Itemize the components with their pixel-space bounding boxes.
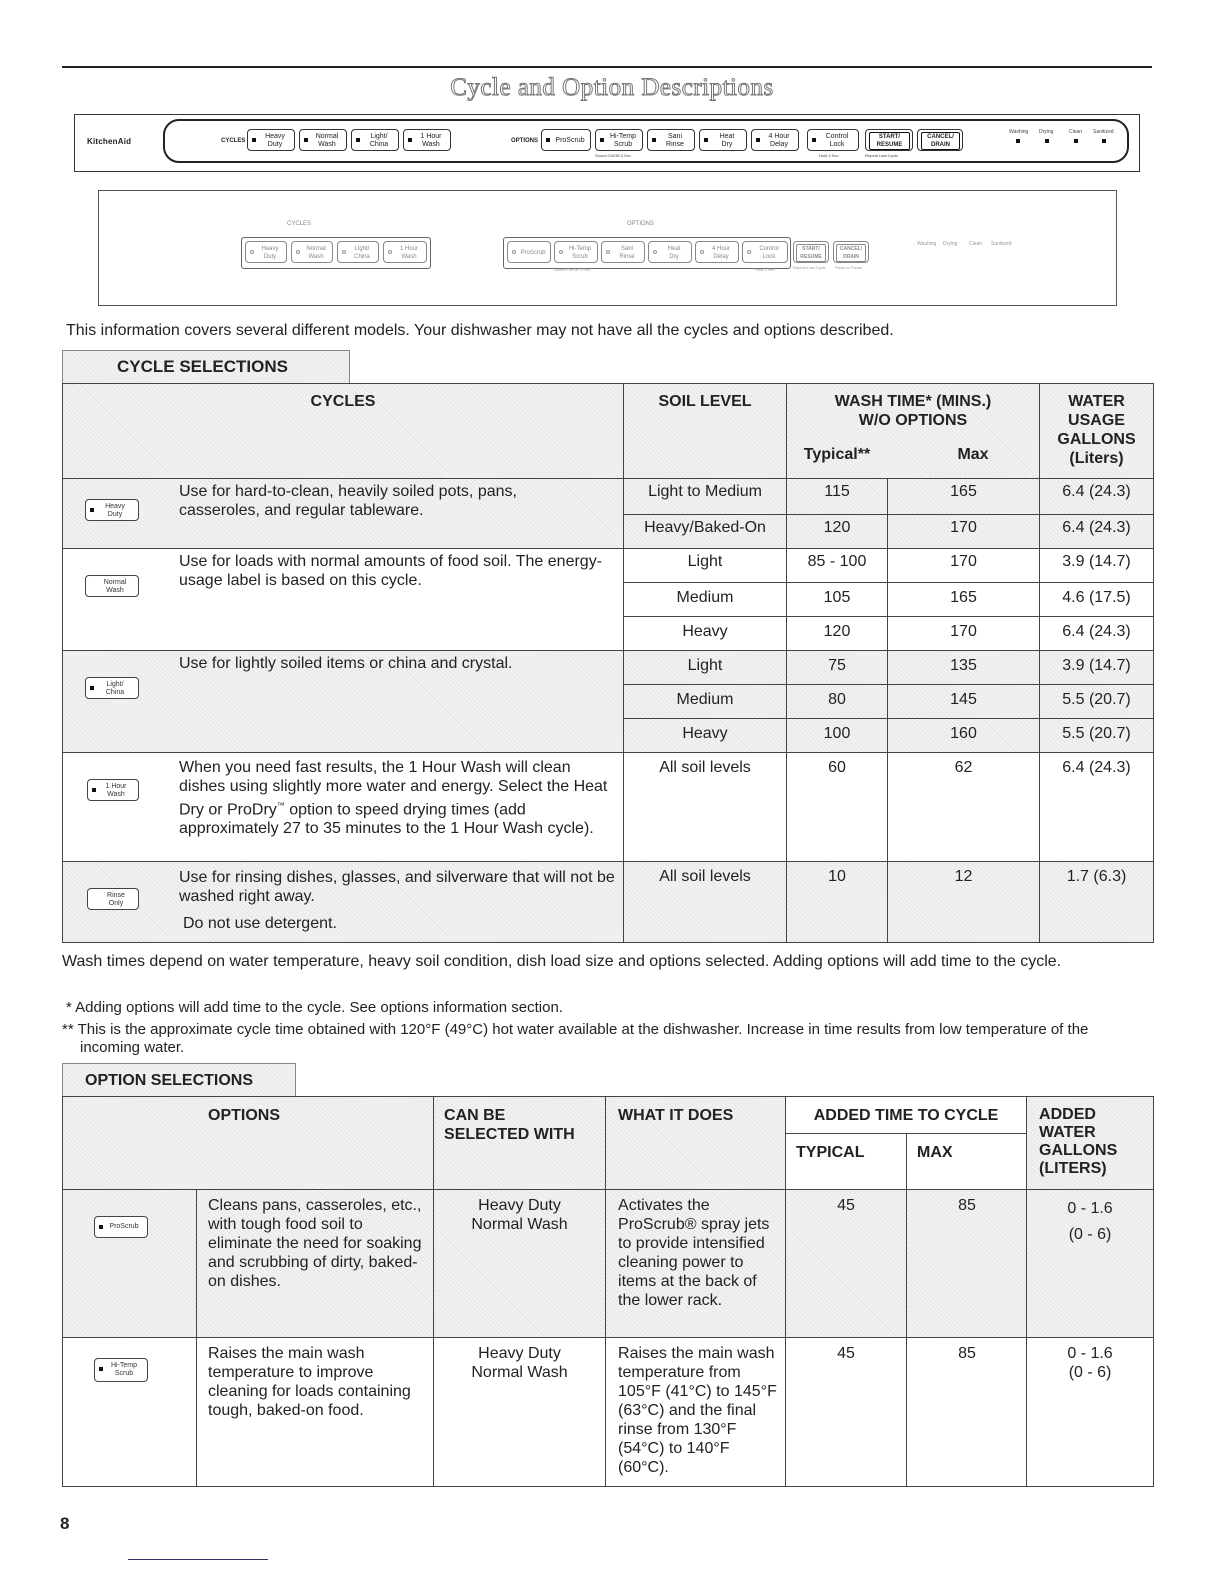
- typical-time-cell: 80: [787, 685, 888, 719]
- header-can-be-selected-with: CAN BE SELECTED WITH: [444, 1107, 575, 1143]
- options-group-label: OPTIONS: [511, 138, 539, 144]
- indicator-sanitized: Sanitized: [1093, 129, 1114, 135]
- table-row: [63, 1190, 1154, 1338]
- soil-level-cell: Medium: [624, 583, 787, 617]
- water-usage-cell: 6.4 (24.3): [1040, 617, 1154, 651]
- panel2-heavy-duty-button: Heavy Duty: [245, 241, 287, 263]
- soil-level-cell: All soil levels: [624, 753, 787, 862]
- proscrub-button-icon: ProScrub: [94, 1216, 148, 1238]
- indicator-washing: Washing: [1009, 129, 1029, 135]
- header-soil-level: SOIL LEVEL: [658, 393, 752, 410]
- cycle-table-header-row: [63, 384, 1154, 479]
- max-time-cell: 165: [888, 479, 1040, 515]
- panel2-sani-rinse-button: Sani Rinse: [601, 241, 645, 263]
- soil-level-cell: Light: [624, 549, 787, 583]
- indicator-clean: Clean: [1069, 129, 1083, 135]
- typical-time-cell: 120: [787, 515, 888, 549]
- max-time-cell: 62: [888, 753, 1040, 862]
- page-number: 8: [60, 1514, 70, 1533]
- hi-temp-scrub-typical-time: 45: [837, 1345, 855, 1362]
- panel1-control-lock-button: Control Lock: [807, 129, 859, 151]
- rinse-only-description: Use for rinsing dishes, glasses, and silverware that will not be washed right away.: [179, 869, 615, 905]
- header-cycles: CYCLES: [310, 393, 376, 410]
- max-time-cell: 165: [888, 583, 1040, 617]
- indicator-washing: Washing: [917, 241, 937, 247]
- light-china-button-icon: Light/ China: [85, 677, 139, 699]
- soil-level-cell: Heavy: [624, 617, 787, 651]
- page-title: Cycle and Option Descriptions: [450, 74, 774, 101]
- max-time-cell: 170: [888, 617, 1040, 651]
- water-usage-cell: 6.4 (24.3): [1040, 515, 1154, 549]
- option-table-header-row: [63, 1097, 1154, 1190]
- normal-wash-description: Use for loads with normal amounts of food soil. The energy-usage label is based on this cycle.: [179, 553, 603, 589]
- table-row: [63, 549, 1154, 583]
- indicator-clean: Clean: [969, 241, 983, 247]
- cycles-group-label: CYCLES: [221, 138, 246, 144]
- max-time-cell: 12: [888, 862, 1040, 943]
- control-panel-illustration-1: [74, 114, 1140, 172]
- typical-time-cell: 120: [787, 617, 888, 651]
- top-rule: [62, 66, 1152, 68]
- heavy-duty-button-icon: Heavy Duty: [85, 499, 139, 521]
- header-max: MAX: [917, 1144, 953, 1161]
- header-wash-time: WASH TIME* (MINS.): [834, 393, 992, 410]
- max-time-cell: 170: [888, 515, 1040, 549]
- soil-level-cell: Heavy/Baked-On: [624, 515, 787, 549]
- indicator-light: [1016, 139, 1020, 143]
- panel2-normal-wash-button: Normal Wash: [291, 241, 333, 263]
- panel1-1-hour-wash-button: 1 Hour Wash: [403, 129, 451, 151]
- water-usage-cell: 6.4 (24.3): [1040, 479, 1154, 515]
- hi-temp-scrub-button-icon: Hi-Temp Scrub: [94, 1358, 148, 1382]
- repeat-note: Repeat Last Cycle: [793, 265, 826, 270]
- water-usage-cell: 5.5 (20.7): [1040, 685, 1154, 719]
- rinse-only-warning: Do not use detergent.: [183, 915, 337, 932]
- panel1-4-hour-delay-button: 4 Hour Delay: [751, 129, 799, 151]
- wash-times-note: Wash times depend on water temperature, heavy soil condition, dish load size and options selected. Adding options will add time to the cycle.: [62, 953, 1062, 970]
- sound-note: Sound On/Off-3 Sec: [595, 153, 631, 158]
- panel1-light-china-button: Light/ China: [351, 129, 399, 151]
- footnote-asterisk: * Adding options will add time to the cycle. See options information section.: [66, 999, 563, 1016]
- water-usage-cell: 4.6 (17.5): [1040, 583, 1154, 617]
- indicator-light: [1045, 139, 1049, 143]
- panel1-sani-rinse-button: Sani Rinse: [647, 129, 695, 151]
- soil-level-cell: Light: [624, 651, 787, 685]
- cycles-group-label: CYCLES: [287, 221, 312, 227]
- proscrub-max-time: 85: [958, 1197, 976, 1214]
- panel1-normal-wash-button: Normal Wash: [299, 129, 347, 151]
- panel1-heat-dry-button: Heat Dry: [699, 129, 747, 151]
- pause-note: Press to Pause: [835, 265, 863, 270]
- indicator-drying: Drying: [943, 241, 958, 247]
- table-row: [63, 753, 1154, 862]
- typical-time-cell: 85 - 100: [787, 549, 888, 583]
- intro-text: This information covers several different models. Your dishwasher may not have all the cycles and options described.: [66, 322, 894, 339]
- typical-time-cell: 60: [787, 753, 888, 862]
- header-typical: Typical**: [803, 446, 871, 463]
- water-usage-cell: 1.7 (6.3): [1040, 862, 1154, 943]
- table-row: [63, 1338, 1154, 1487]
- panel1-proscrub-button: ProScrub: [541, 129, 591, 151]
- indicator-light: [1102, 139, 1106, 143]
- sound-note: Sound On/Off-3 Sec: [554, 267, 590, 272]
- panel2-cancel-drain-button: CANCEL/ DRAIN: [833, 241, 869, 263]
- footnote-double-asterisk: ** This is the approximate cycle time obtained with 120°F (49°C) hot water available at the dishwasher. Increase in time results from low temperature of the incoming water.: [62, 1021, 1089, 1056]
- panel2-heat-dry-button: Heat Dry: [648, 241, 692, 263]
- hold-note: Hold 3 Sec: [819, 153, 839, 158]
- hi-temp-scrub-max-time: 85: [958, 1345, 976, 1362]
- proscrub-added-water: 0 - 1.6 (0 - 6): [1067, 1200, 1113, 1243]
- indicator-sanitized: Sanitized: [991, 241, 1012, 247]
- panel1-start-resume-button: START/ RESUME: [865, 129, 913, 151]
- repeat-note: Repeat Last Cycle: [865, 153, 898, 158]
- proscrub-description: Cleans pans, casseroles, etc., with tough food soil to eliminate the need for soaking and scrubbing of dirty, baked-on dishes.: [208, 1197, 422, 1290]
- max-time-cell: 145: [888, 685, 1040, 719]
- proscrub-what-it-does: Activates the ProScrub® spray jets to provide intensified cleaning power to items at the back of the lower rack.: [618, 1197, 770, 1309]
- hold-note: Hold 3 Sec: [755, 267, 775, 272]
- panel2-hi-temp-scrub-button: Hi-Temp Scrub: [554, 241, 598, 263]
- table-row: [63, 479, 1154, 515]
- table-row: [63, 862, 1154, 943]
- indicator-drying: Drying: [1039, 129, 1054, 135]
- water-usage-cell: 3.9 (14.7): [1040, 651, 1154, 685]
- panel2-proscrub-button: ProScrub: [507, 241, 551, 263]
- panel2-light-china-button: Light/ China: [337, 241, 379, 263]
- header-water-usage: WATER USAGE GALLONS (Liters): [1057, 393, 1136, 467]
- header-options: OPTIONS: [208, 1107, 281, 1124]
- typical-time-cell: 75: [787, 651, 888, 685]
- panel1-cancel-drain-button: CANCEL/ DRAIN: [917, 129, 963, 151]
- soil-level-cell: All soil levels: [624, 862, 787, 943]
- soil-level-cell: Medium: [624, 685, 787, 719]
- water-usage-cell: 5.5 (20.7): [1040, 719, 1154, 753]
- hi-temp-scrub-selected-with: Heavy Duty Normal Wash: [471, 1345, 568, 1381]
- panel2-control-lock-button: Control Lock: [742, 241, 788, 263]
- water-usage-cell: 6.4 (24.3): [1040, 753, 1154, 862]
- header-added-time: ADDED TIME TO CYCLE: [786, 1097, 1026, 1134]
- panel2-start-resume-button: START/ RESUME: [793, 241, 829, 263]
- proscrub-selected-with: Heavy Duty Normal Wash: [471, 1197, 568, 1233]
- control-panel-illustration-2: [98, 190, 1117, 306]
- table-row: [63, 651, 1154, 685]
- soil-level-cell: Light to Medium: [624, 479, 787, 515]
- header-typical: TYPICAL: [796, 1144, 865, 1161]
- indicator-light: [1074, 139, 1078, 143]
- cycle-selections-table: [62, 383, 1154, 943]
- typical-time-cell: 115: [787, 479, 888, 515]
- max-time-cell: 160: [888, 719, 1040, 753]
- panel2-1-hour-wash-button: 1 Hour Wash: [383, 241, 427, 263]
- header-added-water: ADDED WATER GALLONS (LITERS): [1039, 1106, 1118, 1177]
- max-time-cell: 135: [888, 651, 1040, 685]
- heavy-duty-description: Use for hard-to-clean, heavily soiled pots, pans, casseroles, and regular tableware.: [179, 483, 517, 519]
- rinse-only-button-icon: Rinse Only: [87, 888, 139, 910]
- water-usage-cell: 3.9 (14.7): [1040, 549, 1154, 583]
- options-group-label: OPTIONS: [627, 221, 655, 227]
- option-selections-tab: OPTION SELECTIONS: [62, 1063, 296, 1097]
- 1-hour-wash-description: When you need fast results, the 1 Hour Wash will clean dishes using slightly more water and energy. Select the Heat Dry or ProDry™ option to speed drying times (add approximately 27 to 35 minutes to the 1 Hour Wash cycle).: [179, 759, 608, 838]
- option-selections-table: [62, 1096, 1154, 1487]
- max-time-cell: 170: [888, 549, 1040, 583]
- typical-time-cell: 10: [787, 862, 888, 943]
- header-what-it-does: WHAT IT DOES: [618, 1107, 734, 1124]
- brand-logo: KitchenAid: [87, 137, 132, 146]
- header-max: Max: [957, 446, 989, 463]
- soil-level-cell: Heavy: [624, 719, 787, 753]
- hi-temp-scrub-description: Raises the main wash temperature to improve cleaning for loads containing tough, baked-on food.: [208, 1345, 411, 1419]
- footer-rule: [128, 1559, 268, 1560]
- 1-hour-wash-button-icon: 1 Hour Wash: [87, 779, 139, 801]
- typical-time-cell: 100: [787, 719, 888, 753]
- light-china-description: Use for lightly soiled items or china and crystal.: [179, 655, 513, 672]
- panel1-hi-temp-scrub-button: Hi-Temp Scrub: [595, 129, 643, 151]
- cycle-selections-tab: CYCLE SELECTIONS: [62, 350, 350, 384]
- normal-wash-button-icon: Normal Wash: [85, 575, 139, 597]
- hi-temp-scrub-what-it-does: Raises the main wash temperature from 105°F (41°C) to 145°F (63°C) and the final rinse from 130°F (54°C) to 140°F (60°C).: [618, 1345, 777, 1476]
- panel1-heavy-duty-button: Heavy Duty: [247, 129, 295, 151]
- typical-time-cell: 105: [787, 583, 888, 617]
- proscrub-typical-time: 45: [837, 1197, 855, 1214]
- panel2-4-hour-delay-button: 4 Hour Delay: [695, 241, 739, 263]
- header-wash-time-sub: W/O OPTIONS: [858, 412, 968, 429]
- hi-temp-scrub-added-water: 0 - 1.6 (0 - 6): [1067, 1345, 1113, 1381]
